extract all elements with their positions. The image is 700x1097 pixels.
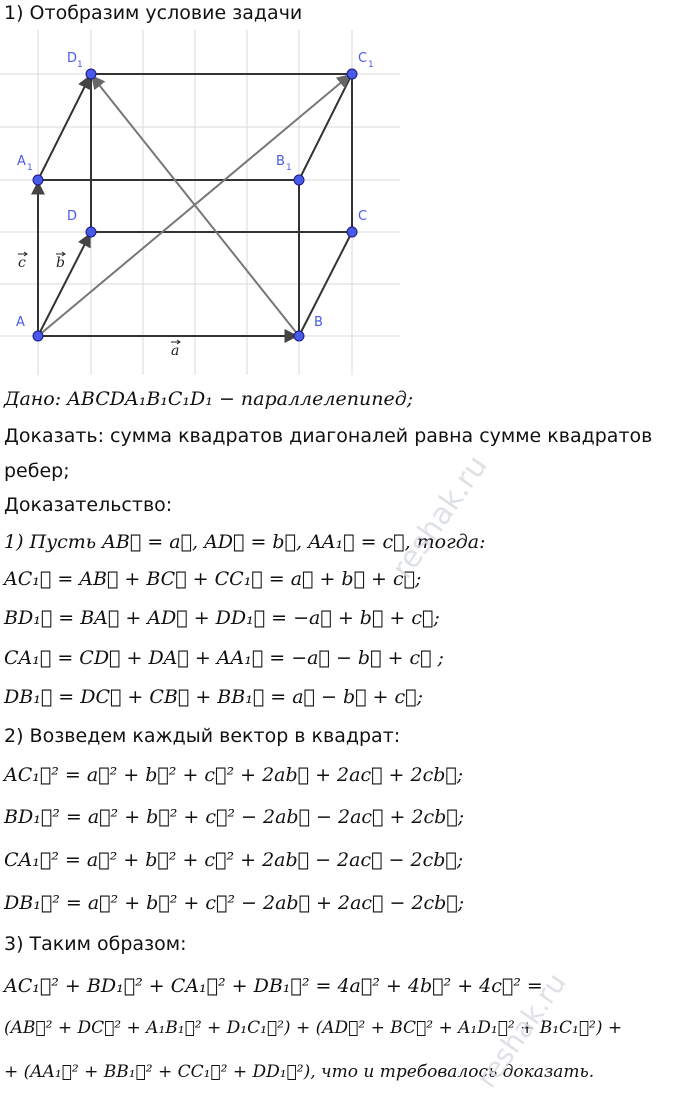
label-vector-b: b bbox=[56, 255, 65, 271]
eq-db1: DB₁⃗ = DC⃗ + CB⃗ + BB₁⃗ = a⃗ − b⃗ + c⃗; bbox=[4, 686, 423, 708]
diagonals bbox=[38, 75, 350, 336]
label-vector-a: a bbox=[171, 343, 180, 359]
label-vector-c: c bbox=[18, 255, 26, 271]
sum-edges-line-2: + (AA₁⃗² + BB₁⃗² + CC₁⃗² + DD₁⃗²), что и требовалось доказать. bbox=[4, 1062, 595, 1082]
label-b1-sub: 1 bbox=[286, 163, 292, 173]
label-a1-sub: 1 bbox=[27, 163, 33, 173]
eq-bd1: BD₁⃗ = BA⃗ + AD⃗ + DD₁⃗ = −a⃗ + b⃗ + c⃗; bbox=[4, 607, 440, 629]
label-c1-sub: 1 bbox=[368, 60, 374, 70]
label-b: B bbox=[314, 315, 323, 330]
given-line: Дано: ABCDA₁B₁C₁D₁ − параллелепипед; bbox=[4, 388, 414, 410]
point-c bbox=[347, 227, 357, 237]
point-b1 bbox=[294, 175, 304, 185]
sum-line: AC₁⃗² + BD₁⃗² + CA₁⃗² + DB₁⃗² = 4a⃗² + 4b⃗² + 4c⃗² = bbox=[4, 975, 543, 997]
watermark-1: reshak.ru bbox=[385, 449, 495, 586]
point-d bbox=[86, 227, 96, 237]
sq-ac1: AC₁⃗² = a⃗² + b⃗² + c⃗² + 2ab⃗ + 2ac⃗ + 2cb⃗; bbox=[4, 764, 464, 786]
heading: 1) Отобразим условие задачи bbox=[4, 2, 303, 24]
parallelepiped-figure bbox=[0, 30, 400, 375]
label-d1: D bbox=[67, 51, 78, 66]
label-a1: A bbox=[17, 154, 26, 169]
point-c1 bbox=[347, 69, 357, 79]
point-d1 bbox=[86, 69, 96, 79]
point-a bbox=[33, 331, 43, 341]
point-b bbox=[294, 331, 304, 341]
eq-ca1: CA₁⃗ = CD⃗ + DA⃗ + AA₁⃗ = −a⃗ − b⃗ + c⃗ ; bbox=[4, 647, 444, 669]
grid bbox=[0, 30, 400, 375]
vector-a1d1 bbox=[38, 76, 90, 180]
eq-ac1: AC₁⃗ = AB⃗ + BC⃗ + CC₁⃗ = a⃗ + b⃗ + c⃗; bbox=[4, 568, 422, 590]
step1-line: 1) Пусть AB⃗ = a⃗, AD⃗ = b⃗, AA₁⃗ = c⃗, тогда: bbox=[4, 531, 486, 553]
sq-ca1: CA₁⃗² = a⃗² + b⃗² + c⃗² + 2ab⃗ − 2ac⃗ − 2cb⃗; bbox=[4, 849, 464, 871]
watermark-2: reshak.ru bbox=[470, 966, 573, 1094]
label-c1: C bbox=[358, 51, 368, 66]
sq-db1: DB₁⃗² = a⃗² + b⃗² + c⃗² − 2ab⃗ + 2ac⃗ − 2cb⃗; bbox=[4, 892, 465, 914]
sq-bd1: BD₁⃗² = a⃗² + b⃗² + c⃗² − 2ab⃗ − 2ac⃗ + 2cb⃗; bbox=[4, 806, 465, 828]
label-d1-sub: 1 bbox=[77, 60, 83, 70]
point-a1 bbox=[33, 175, 43, 185]
label-b1: B bbox=[276, 154, 285, 169]
label-c: C bbox=[358, 209, 368, 224]
prove-line: Доказать: сумма квадратов диагоналей равна сумме квадратов bbox=[4, 425, 653, 447]
label-a: A bbox=[16, 315, 25, 330]
prove-line-cont: ребер; bbox=[4, 460, 70, 482]
step3-line: 3) Таким образом: bbox=[4, 933, 187, 955]
proof-heading: Доказательство: bbox=[4, 494, 173, 516]
vectors bbox=[38, 76, 297, 336]
label-d: D bbox=[67, 209, 78, 224]
vector-b bbox=[38, 234, 90, 336]
sum-edges-line-1: (AB⃗² + DC⃗² + A₁B₁⃗² + D₁C₁⃗²) + (AD⃗² + BC⃗² + A₁D₁⃗² + B₁C₁⃗²) + bbox=[4, 1018, 623, 1038]
step2-line: 2) Возведем каждый вектор в квадрат: bbox=[4, 725, 401, 747]
